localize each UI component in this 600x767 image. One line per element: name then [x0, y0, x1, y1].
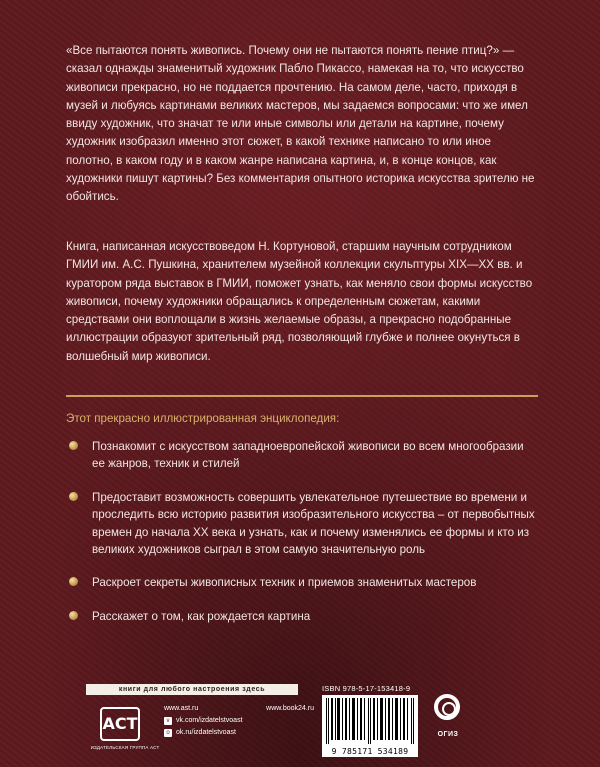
barcode: [322, 695, 418, 757]
book-description-paragraph: Книга, написанная искусствоведом Н. Кортуновой, старшим научным сотрудником ГМИИ им. А.С. Пушкина, хранителем музейной коллекции скульптуры XIX—XX вв. и куратором ряда выставок в ГМИИ, поможет узнать, как меняло свои формы искусство живописи, почему художники обращались к определенным сюжетам, какими средствами они воплощали в жизнь желаемые образы, а прекрасно подобранные иллюстрации образуют зрительный ряд, позволяющий глубже и полнее окунуться в волшебный мир живописи.: [66, 240, 533, 363]
isbn-label: ISBN 978-5-17-153418-9: [322, 684, 411, 693]
publisher-tagline: книги для любого настроения здесь: [86, 684, 298, 695]
ok-link[interactable]: [164, 728, 314, 738]
barcode-number: 9 785171 534189: [331, 747, 409, 756]
website-link[interactable]: www.ast.ru: [164, 705, 199, 712]
list-item-text: Раскроет секреты живописных техник и приемов знаменитых мастеров: [92, 576, 477, 590]
bullet-icon: [69, 441, 78, 450]
bullet-icon: [69, 492, 78, 501]
ogiz-logo-text: ОГИЗ: [437, 731, 459, 738]
feature-list: [66, 438, 536, 625]
barcode-bars: [326, 698, 414, 744]
publisher-links: [164, 705, 314, 738]
ogiz-logo: [430, 694, 466, 754]
bullet-icon: [69, 577, 78, 586]
vk-link[interactable]: [164, 716, 314, 726]
list-item: [66, 574, 536, 591]
bullet-icon: [69, 611, 78, 620]
ok-link-text: ok.ru/izdatelstvoast: [176, 729, 236, 736]
vk-icon: v: [164, 717, 172, 725]
website-link[interactable]: www.book24.ru: [266, 705, 314, 712]
list-item: [66, 438, 536, 473]
ast-logo: [90, 707, 160, 755]
list-item-text: Познакомит с искусством западноевропейской живописи во всем многообразии ее жанров, техник и стилей: [92, 440, 524, 471]
vk-link-text: vk.com/izdatelstvoast: [176, 717, 243, 724]
ast-logo-subtitle: ИЗДАТЕЛЬСКАЯ ГРУППА АСТ: [90, 745, 160, 750]
intro-paragraph: «Все пытаются понять живопись. Почему они не пытаются понять пение птиц?» — сказал однажды знаменитый художник Пабло Пикассо, намекая на то, что искусство живописи прекрасно, но не поддается прочтению. На самом деле, часто, приходя в музей и любуясь картинами великих мастеров, мы задаемся вопросами: что же имел ввиду художник, что значат те или иные символы или детали на картине, почему художник изобразил именно этот сюжет, в какой технике написано то или иное полотно, в каком году и в каком жанре написана картина, и, в конце концов, как художники пишут картины? Без комментария опытного историка искусства зрителю не обойтись.: [66, 44, 535, 204]
encyclopedia-heading: Этот прекрасно иллюстрированная энциклопедия:: [66, 412, 340, 425]
list-item: [66, 489, 536, 559]
ok-icon: o: [164, 729, 172, 737]
list-item-text: Расскажет о том, как рождается картина: [92, 609, 311, 623]
ast-logo-mark: АСТ: [100, 707, 140, 741]
list-item: [66, 608, 536, 625]
ogiz-logo-mark: [434, 694, 460, 720]
gold-divider: [66, 395, 538, 397]
list-item-text: Предоставит возможность совершить увлекательное путешествие во времени и проследить всю историю развития изобразительного искусства – от первобытных времен до начала XX века и узнать, как и почему изменялись ее формы и кто из великих художников сыграл в этом самую значительную роль: [92, 490, 535, 557]
